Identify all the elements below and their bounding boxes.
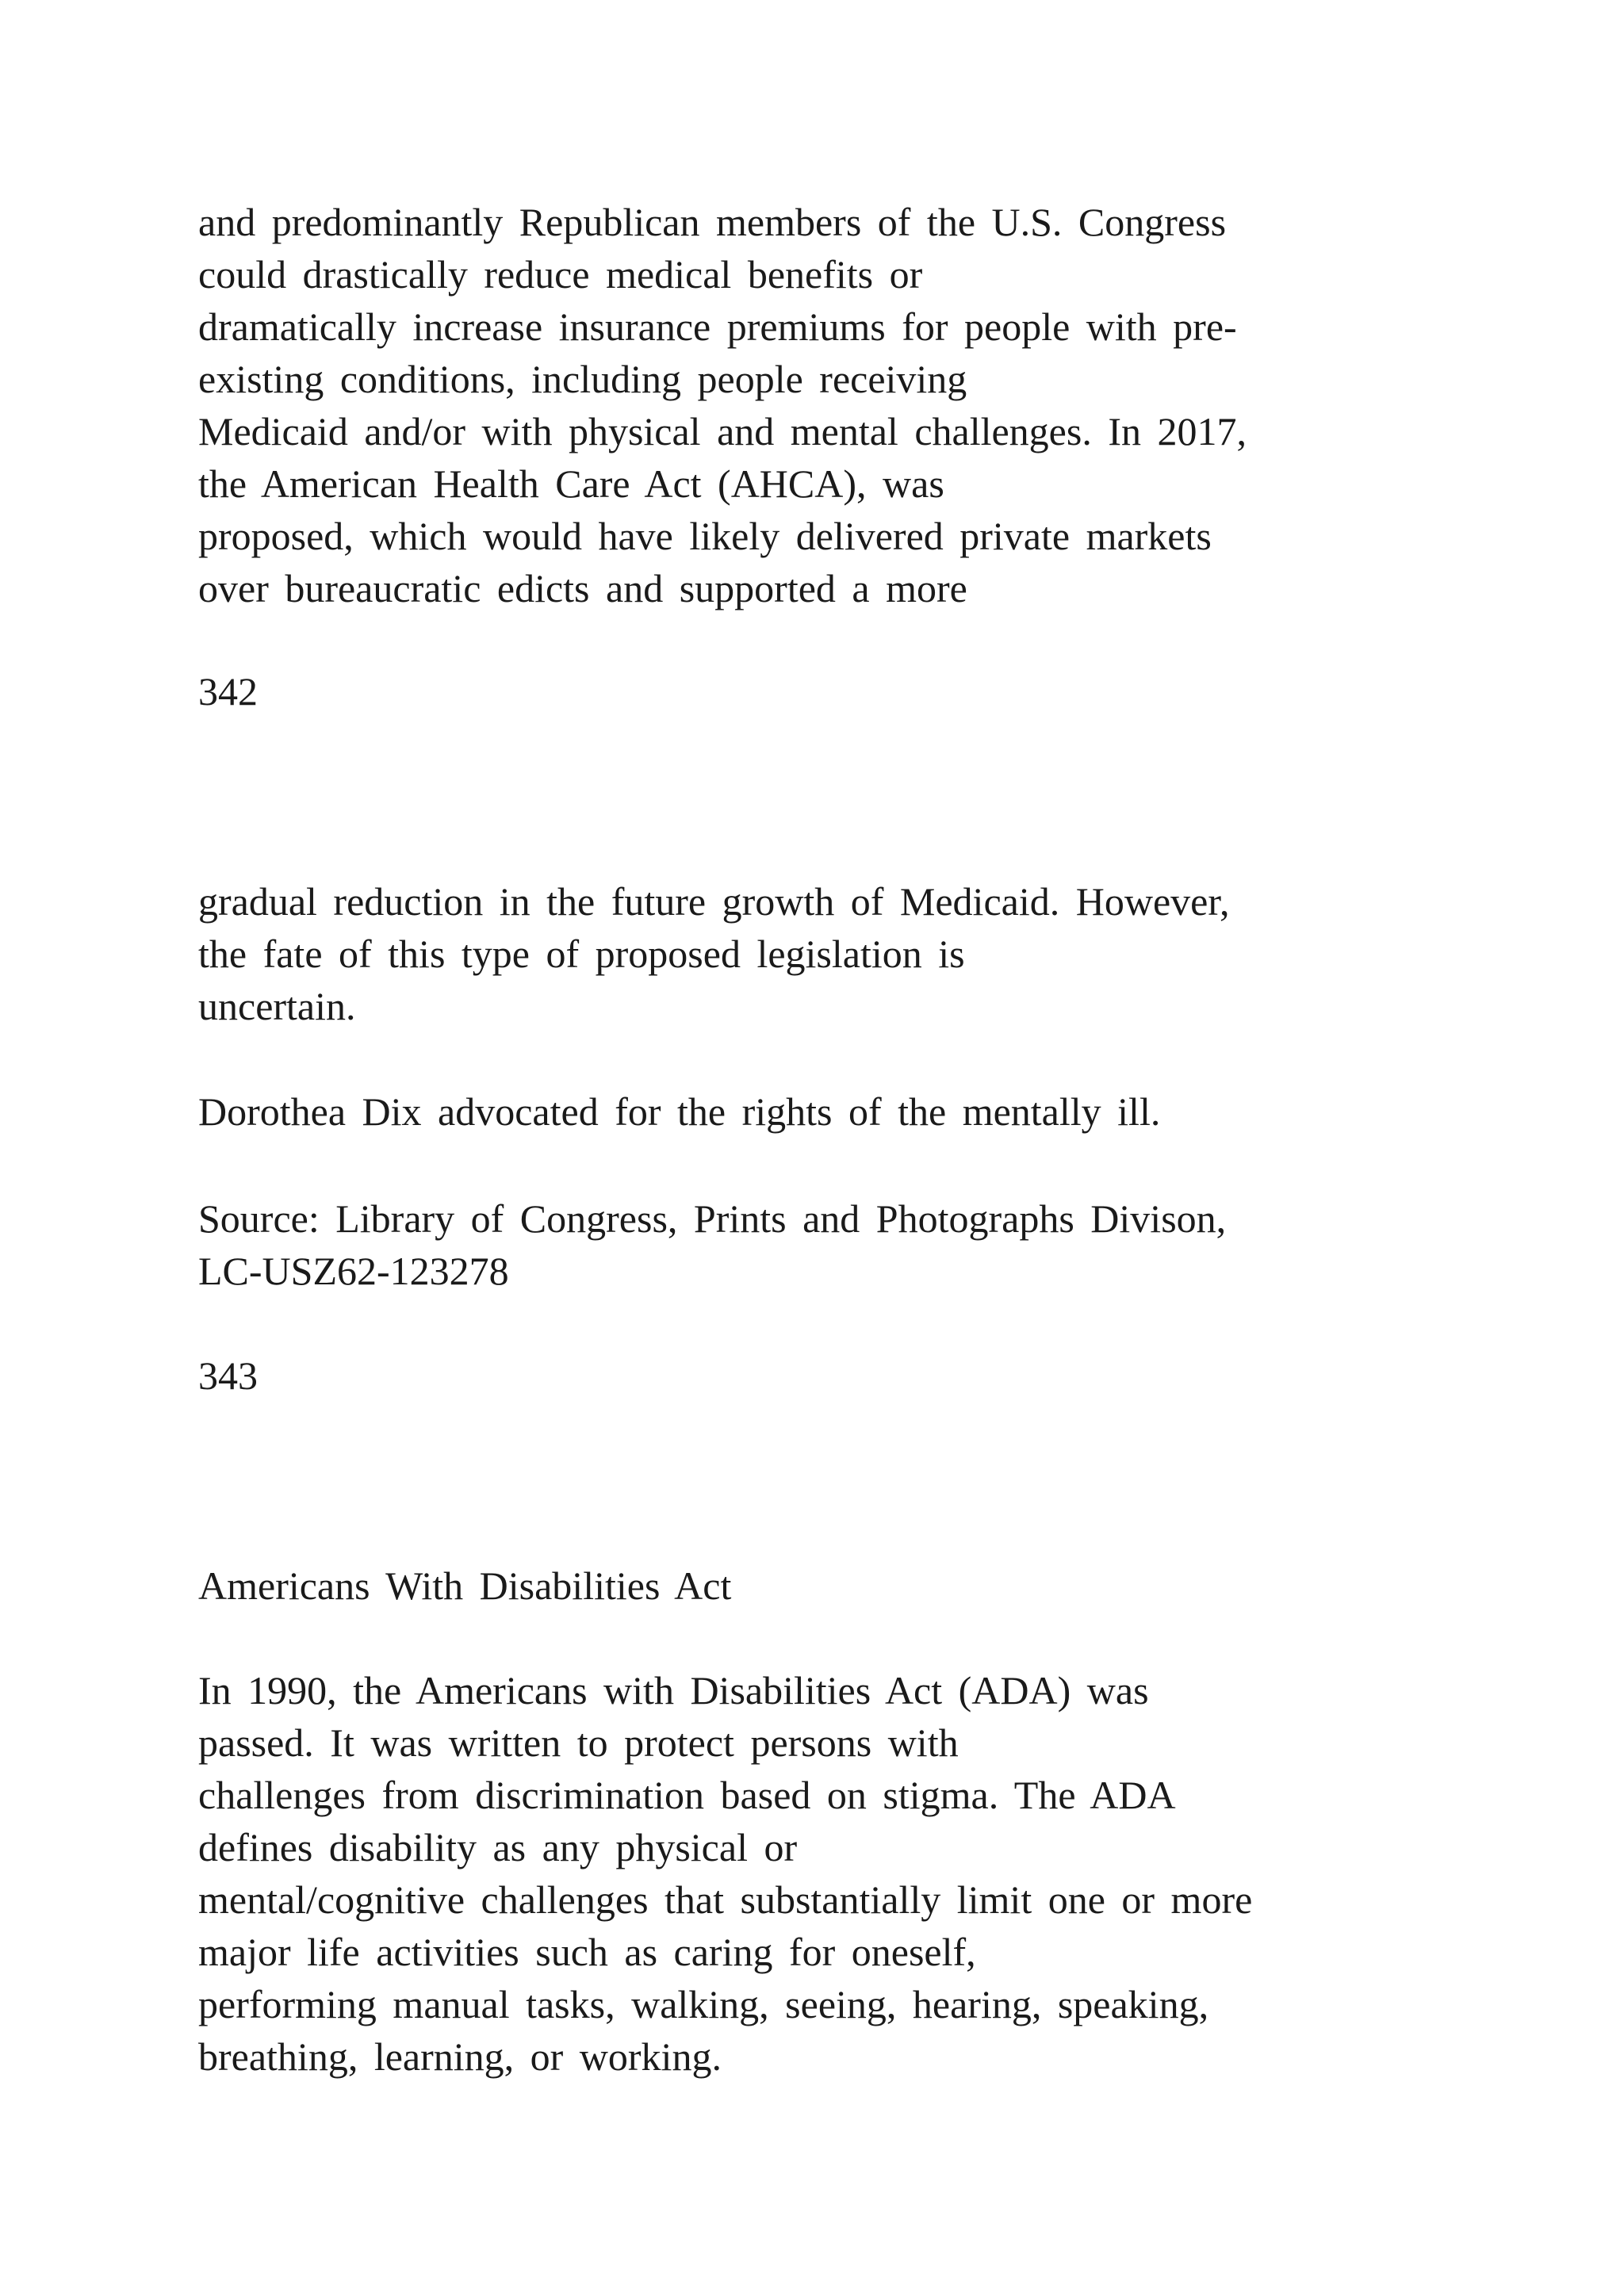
paragraph-3-line-6: major life activities such as caring for oneself, <box>198 1930 976 1974</box>
paragraph-3-line-7: performing manual tasks, walking, seeing, hearing, speaking, <box>198 1982 1209 2026</box>
paragraph-3-line-4: defines disability as any physical or <box>198 1825 798 1869</box>
paragraph-1-line-2: could drastically reduce medical benefits or <box>198 252 923 297</box>
paragraph-1-line-6: the American Health Care Act (AHCA), was <box>198 461 944 506</box>
paragraph-3-line-2: passed. It was written to protect persons with <box>198 1720 959 1765</box>
paragraph-3-line-3: challenges from discrimination based on stigma. The ADA <box>198 1773 1176 1817</box>
section-heading: Americans With Disabilities Act <box>198 1563 732 1608</box>
source-line-2: LC-USZ62-123278 <box>198 1249 509 1293</box>
page-number: 342 <box>198 669 258 714</box>
paragraph-3-line-5: mental/cognitive challenges that substantially limit one or more <box>198 1877 1253 1922</box>
paragraph-1-line-1: and predominantly Republican members of the U.S. Congress <box>198 200 1227 244</box>
paragraph-2-line-1: gradual reduction in the future growth of Medicaid. However, <box>198 879 1230 924</box>
paragraph-1-line-4: existing conditions, including people receiving <box>198 357 967 401</box>
paragraph-1-line-7: proposed, which would have likely delivered private markets <box>198 514 1212 558</box>
image-caption: Dorothea Dix advocated for the rights of the mentally ill. <box>198 1089 1161 1134</box>
paragraph-3-line-8: breathing, learning, or working. <box>198 2034 722 2079</box>
paragraph-2-line-2: the fate of this type of proposed legislation is <box>198 932 965 976</box>
paragraph-1-line-5: Medicaid and/or with physical and mental challenges. In 2017, <box>198 409 1247 453</box>
source-line-1: Source: Library of Congress, Prints and Photographs Divison, <box>198 1196 1227 1241</box>
page-number: 343 <box>198 1353 258 1398</box>
paragraph-1-line-3: dramatically increase insurance premiums for people with pre- <box>198 304 1237 349</box>
paragraph-3-line-1: In 1990, the Americans with Disabilities Act (ADA) was <box>198 1668 1149 1712</box>
paragraph-2-line-3: uncertain. <box>198 984 356 1028</box>
paragraph-1-line-8: over bureaucratic edicts and supported a more <box>198 566 967 610</box>
